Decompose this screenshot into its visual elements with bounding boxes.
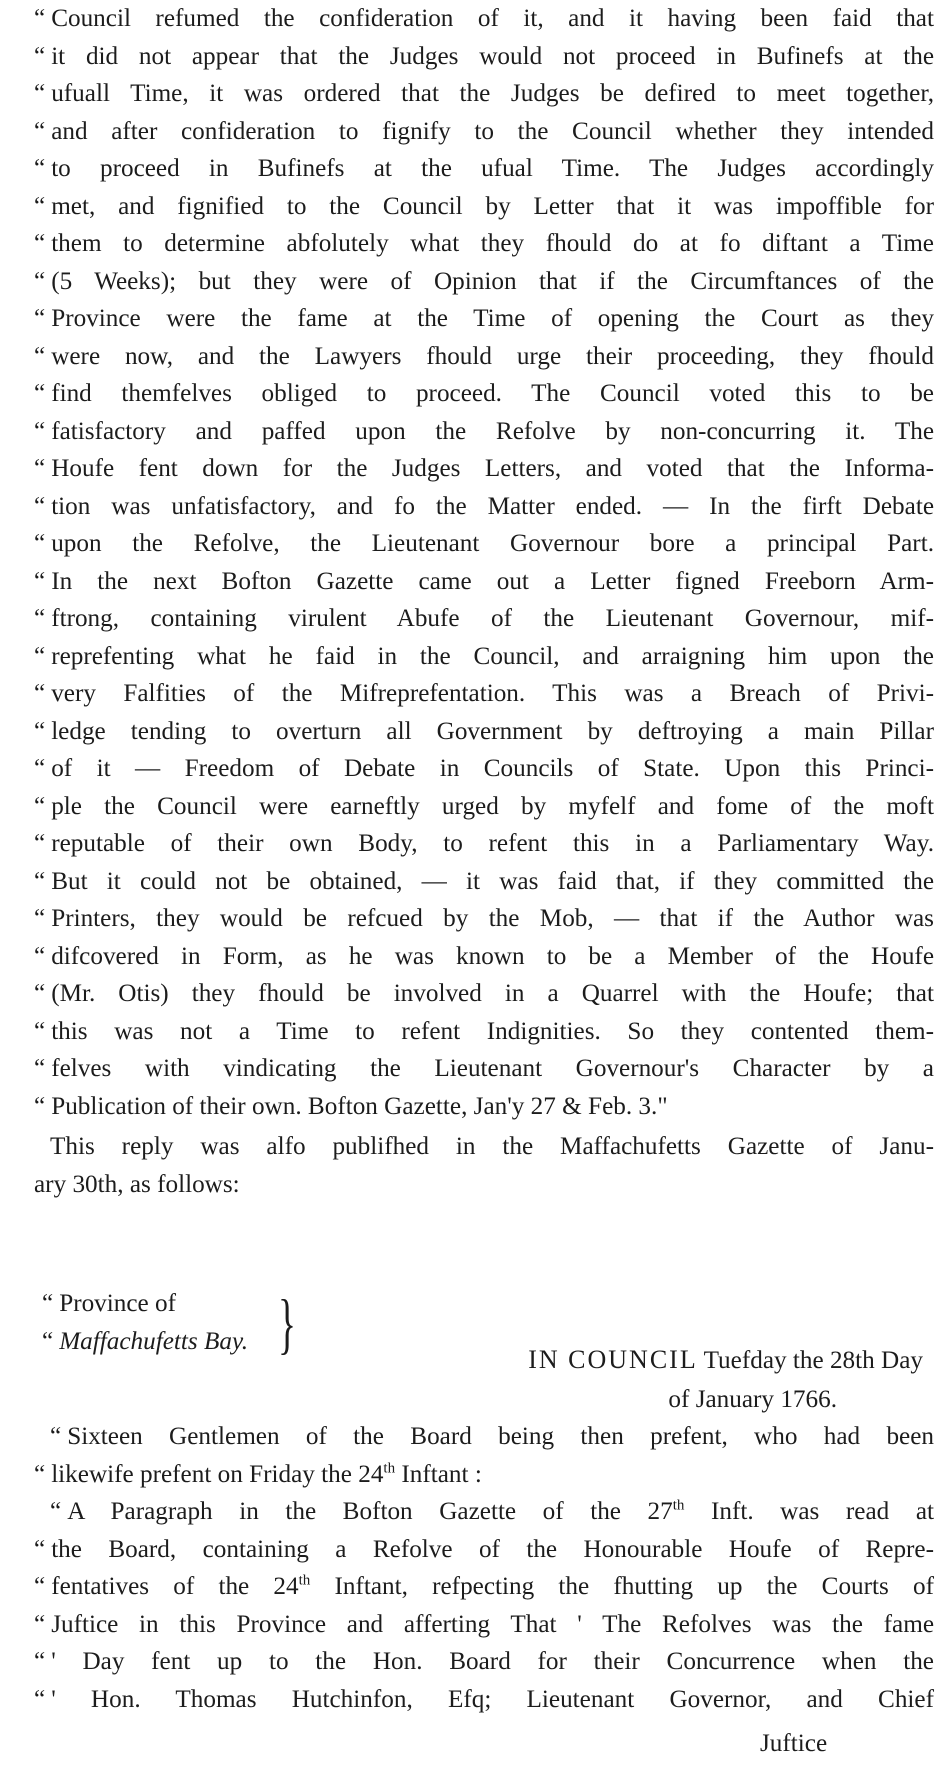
text-line: “ Publication of their own. Bofton Gazette, Jan'y 27 & Feb. 3." — [34, 1092, 668, 1120]
text-line: “ fatisfactory and paffed upon the Refolve by non-concurring it. The — [34, 417, 934, 445]
catchword: Juftice — [760, 1730, 828, 1757]
minutes-line: “ ' Hon. Thomas Hutchinfon, Efq; Lieutenant Governor, and Chief — [34, 1685, 934, 1713]
text-line: “ ftrong, containing virulent Abufe of the Lieutenant Governour, mif- — [34, 605, 934, 632]
text-line: “ reprefenting what he faid in the Council, and arraigning him upon the — [34, 642, 934, 670]
text-line: “ it did not appear that the Judges would not proceed in Bufinefs at the — [34, 42, 934, 70]
text-line: “ upon the Refolve, the Lieutenant Governour bore a principal Part. — [34, 530, 934, 557]
text-line: “ this was not a Time to refent Indignities. So they contented them- — [34, 1017, 934, 1045]
council-minutes — [34, 1418, 934, 1718]
province-heading — [42, 1285, 302, 1365]
council-heading-line-2: of January 1766. — [668, 1386, 837, 1413]
text-line: “ Province were the fame at the Time of opening the Court as they — [34, 305, 934, 332]
text-line: “ ledge tending to overturn all Government by deftroying a main Pillar — [34, 717, 934, 745]
minutes-line: “ Juftice in this Province and afferting That ' The Refolves was the fame — [34, 1610, 934, 1638]
text-line: “ felves with vindicating the Lieutenant Governour's Character by a — [34, 1055, 934, 1082]
text-line: “ ple the Council were earneftly urged by myfelf and fome of the moft — [34, 792, 934, 820]
minutes-line: “ Sixteen Gentlemen of the Board being then prefent, who had been — [50, 1423, 934, 1450]
text-line: “ reputable of their own Body, to refent this in a Parliamentary Way. — [34, 830, 934, 857]
text-line: “ were now, and the Lawyers fhould urge their proceeding, they fhould — [34, 342, 934, 370]
reply-paragraph — [34, 1128, 934, 1203]
minutes-line: “ the Board, containing a Refolve of the Honourable Houfe of Repre- — [34, 1535, 934, 1563]
council-heading-line-1: IN COUNCIL Tuefday the 28th Day — [528, 1345, 923, 1374]
province-line-2: “ Maffachufetts Bay. — [42, 1328, 249, 1355]
brace-glyph: } — [278, 1285, 296, 1361]
text-line: “ and after confideration to fignify to the Council whether they intended — [34, 117, 934, 145]
text-line: “ (Mr. Otis) they fhould be involved in a Quarrel with the Houfe; that — [34, 980, 934, 1007]
text-line: “ to proceed in Bufinefs at the ufual Time. The Judges accordingly — [34, 155, 934, 182]
text-line: “ met, and fignified to the Council by Letter that it was impoffible for — [34, 192, 934, 220]
text-line: “ difcovered in Form, as he was known to be a Member of the Houfe — [34, 942, 934, 970]
text-line: ary 30th, as follows: — [34, 1170, 240, 1198]
minutes-line: “ A Paragraph in the Bofton Gazette of the 27th Inft. was read at — [50, 1497, 934, 1525]
text-line: “ Houfe fent down for the Judges Letters, and voted that the Informa- — [34, 455, 934, 482]
text-line: “ of it — Freedom of Debate in Councils of State. Upon this Princi- — [34, 755, 934, 782]
text-line: “ (5 Weeks); but they were of Opinion that if the Circumftances of the — [34, 267, 934, 295]
quoted-letter — [34, 0, 934, 1125]
text-line: “ tion was unfatisfactory, and fo the Matter ended. — In the firft Debate — [34, 492, 934, 520]
minutes-line: “ ' Day fent up to the Hon. Board for their Concurrence when the — [34, 1648, 934, 1675]
text-line: “ Printers, they would be refcued by the Mob, — that if the Author was — [34, 905, 934, 932]
text-line: “ them to determine abfolutely what they fhould do at fo diftant a Time — [34, 230, 934, 257]
province-line-1: “ Province of — [42, 1290, 176, 1317]
minutes-line: “ likewife prefent on Friday the 24th Inftant : — [34, 1460, 482, 1488]
text-line: This reply was alfo publifhed in the Maffachufetts Gazette of Janu- — [50, 1133, 934, 1160]
text-line: “ find themfelves obliged to proceed. The Council voted this to be — [34, 380, 934, 407]
text-line: “ Council refumed the confideration of it, and it having been faid that — [34, 5, 934, 32]
minutes-line: “ fentatives of the 24th Inftant, refpecting the fhutting up the Courts of — [34, 1572, 934, 1600]
text-line: “ But it could not be obtained, — it was faid that, if they committed the — [34, 867, 934, 895]
council-heading — [360, 1340, 923, 1420]
text-line: “ In the next Bofton Gazette came out a Letter figned Freeborn Arm- — [34, 567, 934, 595]
text-line: “ very Falfities of the Mifreprefentation. This was a Breach of Privi- — [34, 680, 934, 707]
text-line: “ ufuall Time, it was ordered that the Judges be defired to meet together, — [34, 80, 934, 107]
